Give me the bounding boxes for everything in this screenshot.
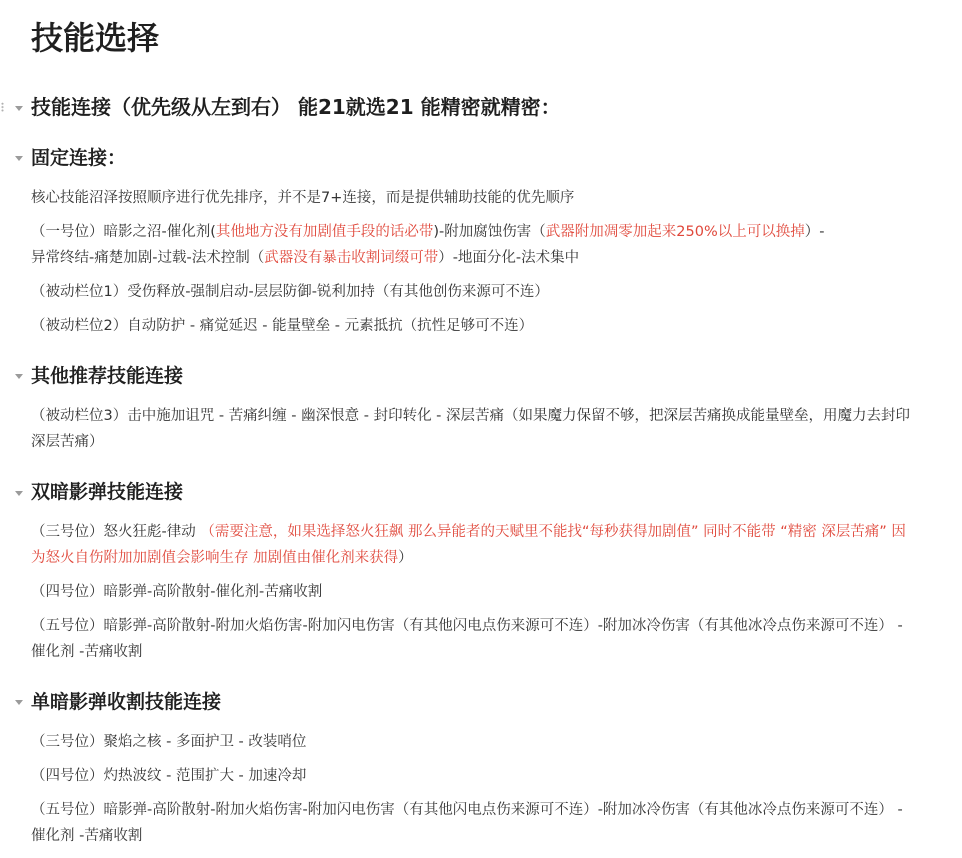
double-slot4: （四号位）暗影弹-高阶散射-催化剂-苦痛收割 [31,584,323,600]
section-heading-double: 双暗影弹技能连接 [31,481,184,503]
slot1-text-h: ）-地面分化-法术集中 [438,250,580,266]
section-heading-single: 单暗影弹收割技能连接 [31,691,222,713]
caret-down-icon[interactable] [15,156,23,161]
double-slot3-close: ） [398,550,413,566]
fixed-slot1 [31,219,911,271]
fixed-passive1: （被动栏位1）受伤释放-强制启动-层层防御-锐利加持（有其他创伤来源可不连） [31,284,549,300]
fixed-intro: 核心技能沼泽按照顺序进行优先排序，并不是7+连接，而是提供辅助技能的优先顺序 [31,190,575,206]
slot1-text-c: )-附加腐蚀伤害（ [433,224,546,240]
caret-down-icon[interactable] [15,374,23,379]
single-slot3: （三号位）聚焰之核 - 多面护卫 - 改装哨位 [31,734,307,750]
single-slot4: （四号位）灼热波纹 - 范围扩大 - 加速冷却 [31,768,307,784]
caret-down-icon[interactable] [15,700,23,705]
section-heading-main: 技能连接（优先级从左到右） 能21就选21 能精密就精密： [31,95,561,119]
double-slot5: （五号位）暗影弹-高阶散射-附加火焰伤害-附加闪电伤害（有其他闪电点伤来源可不连）-附加冰冷伤害（有其他冰冷点伤来源可不连） -催化剂 -苦痛收割 [31,618,903,660]
drag-handle-icon[interactable] [1,102,4,112]
section-heading-fixed: 固定连接： [31,147,127,169]
other-passive3: （被动栏位3）击中施加诅咒 - 苦痛纠缠 - 幽深恨意 - 封印转化 - 深层苦痛（如果魔力保留不够，把深层苦痛换成能量壁垒，用魔力去封印深层苦痛） [31,408,911,450]
caret-down-icon[interactable] [15,491,23,496]
slot1-note-red-3: 武器没有暴击收割词缀可带 [264,250,439,266]
caret-down-icon[interactable] [15,106,23,111]
slot1-text-a: （一号位）暗影之沼-催化剂( [31,224,216,240]
page-title: 技能选择 [31,19,160,57]
double-slot3-note-red: （需要注意，如果选择怒火狂飙 那么异能者的天赋里不能找“每秒获得加剧值” 同时不能带 “精密 深层苦痛” 因为怒火自伤附加加剧值会影响生存 加剧值由催化剂来获得 [31,524,906,566]
double-slot3 [31,519,911,571]
slot1-note-red-1: 其他地方没有加剧值手段的话必带 [215,224,434,240]
single-slot5: （五号位）暗影弹-高阶散射-附加火焰伤害-附加闪电伤害（有其他闪电点伤来源可不连）-附加冰冷伤害（有其他冰冷点伤来源可不连） -催化剂 -苦痛收割 [31,802,903,844]
slot1-text-f: 异常终结-痛楚加剧-过载-法术控制（ [31,250,265,266]
slot1-text-e: ）- [804,224,825,240]
double-slot3-text: （三号位）怒火狂彪-律动 [31,524,201,540]
fixed-passive2: （被动栏位2）自动防护 - 痛觉延迟 - 能量壁垒 - 元素抵抗（抗性足够可不连） [31,318,534,334]
slot1-note-red-2: 武器附加凋零加起来250%以上可以换掉 [545,224,805,240]
section-heading-other: 其他推荐技能连接 [31,365,184,387]
